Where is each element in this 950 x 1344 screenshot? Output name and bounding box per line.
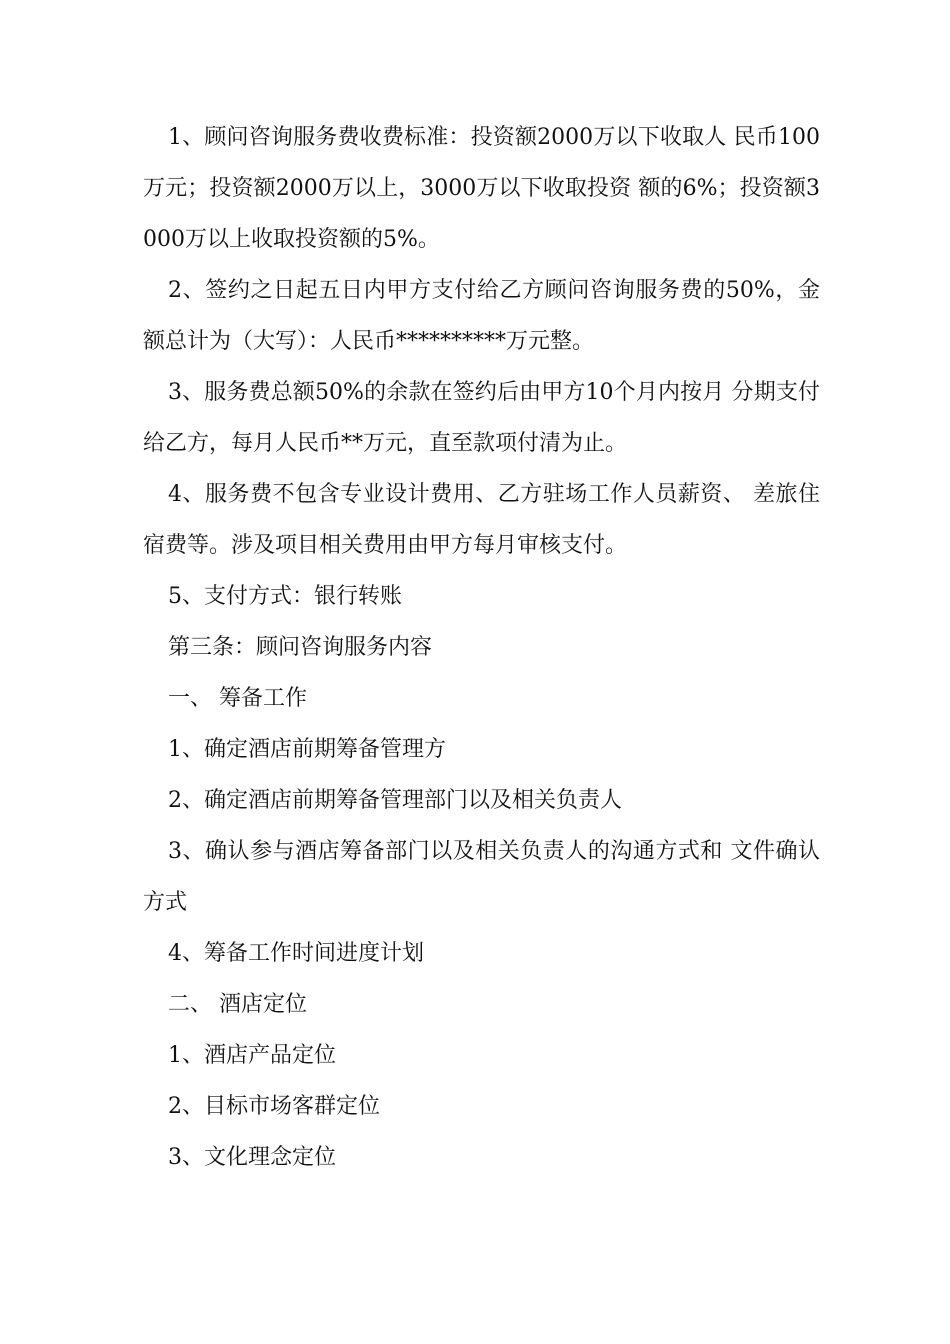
list-item: 3、文化理念定位 xyxy=(168,1145,336,1170)
list-item: 3、确认参与酒店筹备部门以及相关负责人的沟通方式和 文件确认方式 xyxy=(143,839,820,915)
section-two-heading: 二、 酒店定位 xyxy=(168,992,307,1017)
payment-method-paragraph: 5、支付方式：银行转账 xyxy=(168,584,402,609)
first-payment-paragraph: 2、签约之日起五日内甲方支付给乙方顾问咨询服务费的50%，金额总计为（大写）：人民币**********万元整。 xyxy=(143,278,820,354)
list-item: 4、筹备工作时间进度计划 xyxy=(168,941,424,966)
balance-payment-paragraph: 3、服务费总额50%的余款在签约后由甲方10个月内按月 分期支付给乙方，每月人民币**万元，直至款项付清为止。 xyxy=(143,380,820,456)
fee-standard-paragraph: 1、顾问咨询服务费收费标准：投资额2000万以下收取人 民币100万元；投资额2000万以上，3000万以下收取投资 额的6%；投资额3000万以上收取投资额的5%。 xyxy=(143,125,820,252)
section-one-heading: 一、 筹备工作 xyxy=(168,686,307,711)
fee-exclusions-paragraph: 4、服务费不包含专业设计费用、乙方驻场工作人员薪资、 差旅住宿费等。涉及项目相关费用由甲方每月审核支付。 xyxy=(143,482,820,558)
list-item: 1、酒店产品定位 xyxy=(168,1043,336,1068)
list-item: 2、确定酒店前期筹备管理部门以及相关负责人 xyxy=(168,788,622,813)
list-item: 1、确定酒店前期筹备管理方 xyxy=(168,737,446,762)
document-body xyxy=(143,112,820,1183)
list-item: 2、目标市场客群定位 xyxy=(168,1094,380,1119)
article-three-heading: 第三条：顾问咨询服务内容 xyxy=(168,635,433,660)
